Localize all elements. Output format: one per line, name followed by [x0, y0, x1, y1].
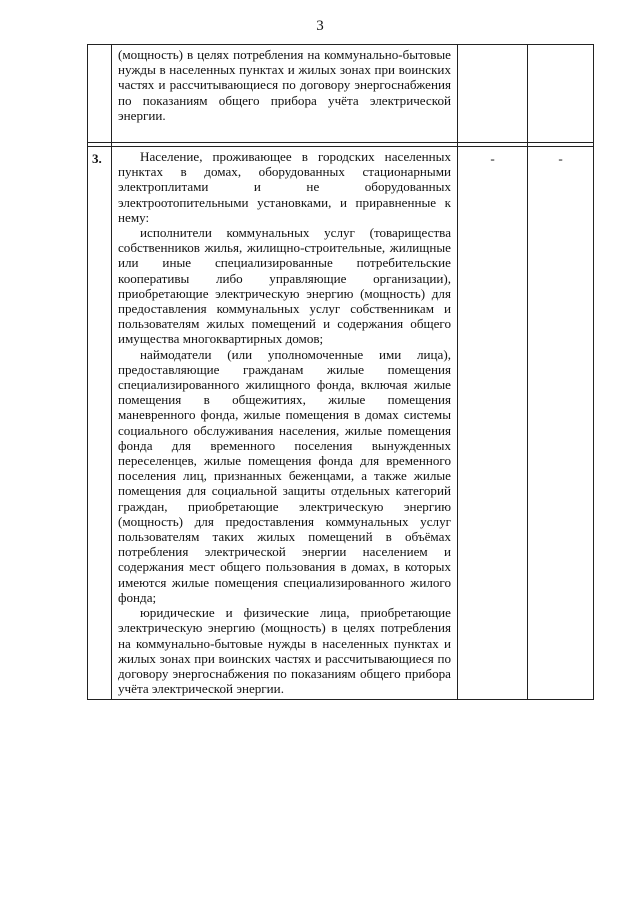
- row-number-cell: 3.: [88, 147, 112, 700]
- page-number: 3: [316, 18, 324, 34]
- row-paragraph: юридические и физические лица, приобретающие электрическую энергию (мощность) в целях потребления на коммунально-бытовые нужды в населенных пунктах и жилых зонах при воинских частях и рассчитывающиеся по договору энергоснабжения по показаниям общего прибора учёта электрической энергии.: [118, 605, 451, 697]
- table-row: [88, 147, 594, 700]
- table-row: [88, 45, 594, 143]
- row-value-cell: [528, 45, 594, 143]
- row-description-cell: [112, 45, 458, 143]
- row-paragraph: исполнители коммунальных услуг (товарищества собственников жилья, жилищно-строительные, жилищные или иные специализированные потребительские кооперативы либо управляющие организации), приобретающие электрическую энергию (мощность) для предоставления коммунальных услуг собственникам и пользователям жилых помещений и содержания общего имущества многоквартирных домов;: [118, 225, 451, 347]
- row-value-cell: -: [528, 147, 594, 700]
- row-paragraph: наймодатели (или уполномоченные ими лица), предоставляющие гражданам жилые помещения специализированного жилищного фонда, включая жилые помещения в общежитиях, жилые помещения маневренного фонда, жилые помещения в домах системы социального обслуживания населения, жилые помещения фонда для временного поселения вынужденных переселенцев, жилые помещения фонда для временного поселения лиц, признанных беженцами, а также жилые помещения для социальной защиты отдельных категорий граждан, приобретающие электрическую энергию (мощность) для предоставления коммунальных услуг пользователям таких жилых помещений в объёмах потребления электрической энергии населением и содержания мест общего пользования в домах, в которых имеются жилые помещения специализированного жилого фонда;: [118, 346, 451, 605]
- row-value-cell: [458, 45, 528, 143]
- row-number-cell: [88, 45, 112, 143]
- row-paragraph: Население, проживающее в городских населенных пунктах в домах, оборудованных стационарными электроплитами и не оборудованных электроотопительными установками, и приравненные к нему:: [118, 149, 451, 225]
- row-value-cell: -: [458, 147, 528, 700]
- row-paragraph: (мощность) в целях потребления на коммунально-бытовые нужды в населенных пунктах и жилых зонах при воинских частях и рассчитывающиеся по договору энергоснабжения по показаниям общего прибора учёта электрической энергии.: [118, 47, 451, 123]
- tariff-table: [87, 44, 594, 700]
- row-description-cell: [112, 147, 458, 700]
